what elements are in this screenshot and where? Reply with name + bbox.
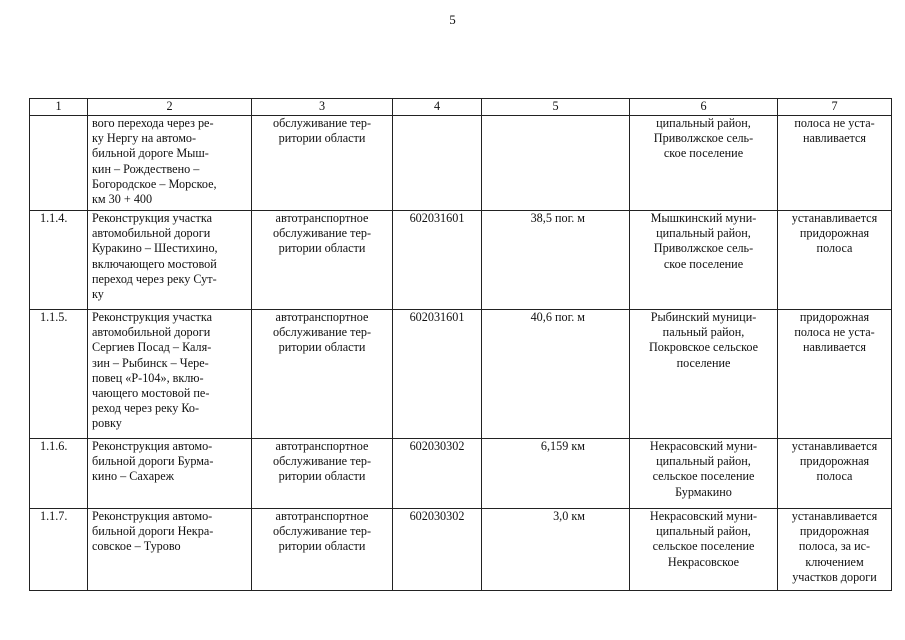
column-header: 3	[252, 99, 393, 116]
object-name: Реконструкция автомо- бильной дороги Некра- совское – Турово	[88, 509, 252, 591]
object-name: Реконструкция участка автомобильной дороги Куракино – Шестихино, включающего мостовой переход через реку Сут- ку	[88, 211, 252, 310]
object-length	[482, 116, 630, 211]
object-code: 602030302	[393, 509, 482, 591]
table-row	[30, 211, 892, 310]
object-length: 6,159 км	[482, 439, 630, 509]
object-note: устанавливается придорожная полоса	[778, 439, 892, 509]
column-header: 2	[88, 99, 252, 116]
object-code: 602031601	[393, 310, 482, 439]
row-number: 1.1.6.	[30, 439, 88, 509]
object-location: ципальный район, Приволжское сель- ское поселение	[630, 116, 778, 211]
object-note: придорожная полоса не уста- навливается	[778, 310, 892, 439]
object-length: 38,5 пог. м	[482, 211, 630, 310]
column-header: 5	[482, 99, 630, 116]
object-location: Рыбинский муници- пальный район, Покровское сельское поселение	[630, 310, 778, 439]
objects-table	[29, 98, 892, 591]
page-number: 5	[449, 12, 456, 27]
table-row	[30, 310, 892, 439]
column-header: 4	[393, 99, 482, 116]
table-header-row	[30, 99, 892, 116]
object-code	[393, 116, 482, 211]
object-length: 3,0 км	[482, 509, 630, 591]
object-note: полоса не уста- навливается	[778, 116, 892, 211]
object-name: Реконструкция участка автомобильной дороги Сергиев Посад – Каля- зин – Рыбинск – Чере- повец «Р-104», вклю- чающего мостовой пе- реход через реку Ко- ровку	[88, 310, 252, 439]
object-purpose: автотранспортное обслуживание тер- ритории области	[252, 211, 393, 310]
object-location: Мышкинский муни- ципальный район, Приволжское сель- ское поселение	[630, 211, 778, 310]
object-name: Реконструкция автомо- бильной дороги Бурма- кино – Сахареж	[88, 439, 252, 509]
object-location: Некрасовский муни- ципальный район, сельское поселение Бурмакино	[630, 439, 778, 509]
object-length: 40,6 пог. м	[482, 310, 630, 439]
table-row	[30, 439, 892, 509]
row-number: 1.1.5.	[30, 310, 88, 439]
object-purpose: автотранспортное обслуживание тер- ритории области	[252, 509, 393, 591]
row-number: 1.1.7.	[30, 509, 88, 591]
object-note: устанавливается придорожная полоса	[778, 211, 892, 310]
object-purpose: автотранспортное обслуживание тер- ритории области	[252, 439, 393, 509]
object-code: 602030302	[393, 439, 482, 509]
object-code: 602031601	[393, 211, 482, 310]
table-row	[30, 116, 892, 211]
column-header: 7	[778, 99, 892, 116]
object-name: вого перехода через ре- ку Нергу на автомо- бильной дороге Мыш- кин – Рождествено – Богородское – Морское, км 30 + 400	[88, 116, 252, 211]
table-row	[30, 509, 892, 591]
object-purpose: обслуживание тер- ритории области	[252, 116, 393, 211]
object-location: Некрасовский муни- ципальный район, сельское поселение Некрасовское	[630, 509, 778, 591]
column-header: 1	[30, 99, 88, 116]
object-purpose: автотранспортное обслуживание тер- ритории области	[252, 310, 393, 439]
row-number: 1.1.4.	[30, 211, 88, 310]
row-number	[30, 116, 88, 211]
object-note: устанавливается придорожная полоса, за ис- ключением участков дороги	[778, 509, 892, 591]
column-header: 6	[630, 99, 778, 116]
